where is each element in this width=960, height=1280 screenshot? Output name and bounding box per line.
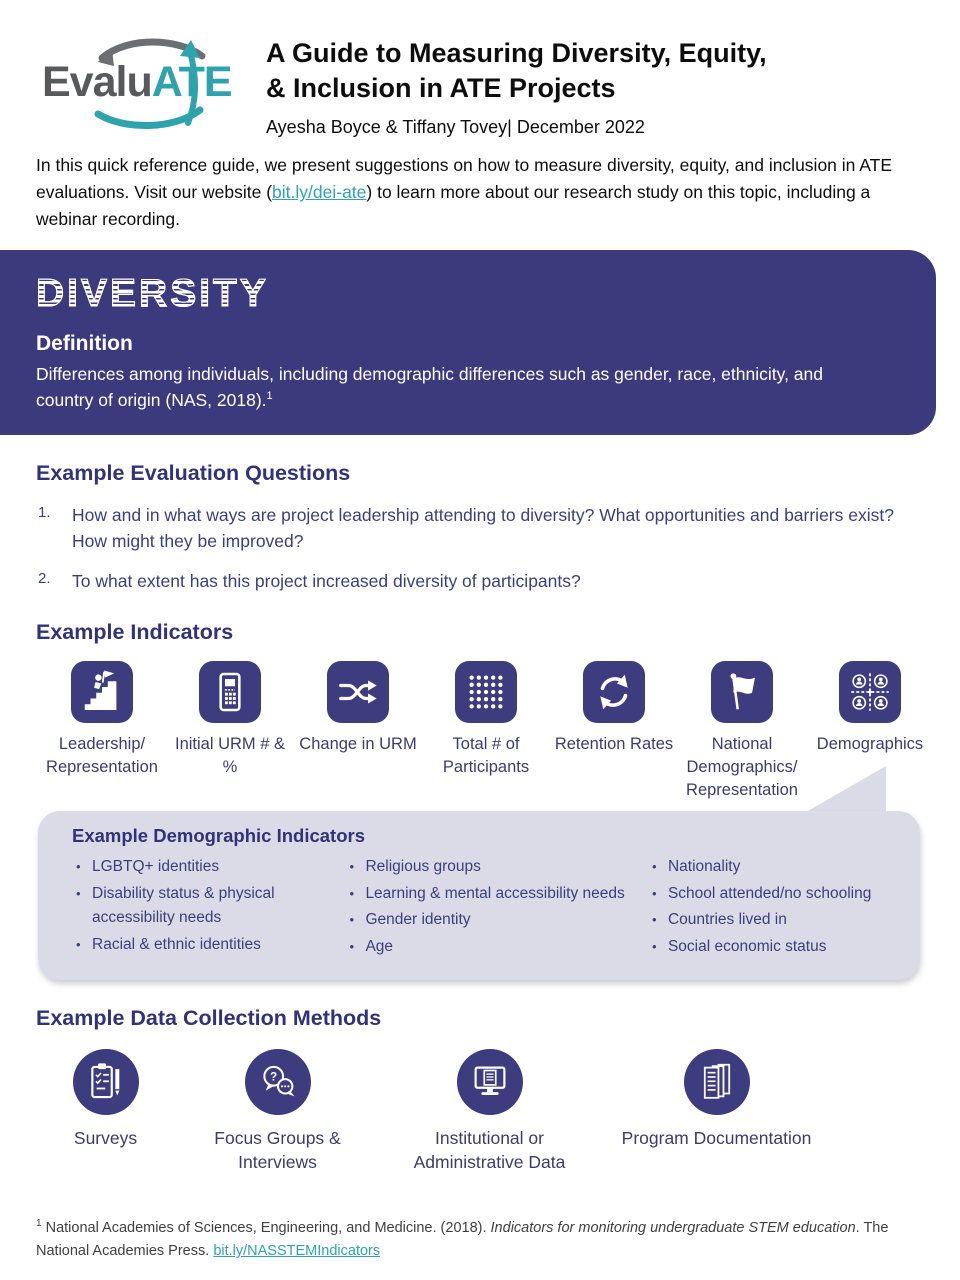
dei-ate-link[interactable]: bit.ly/dei-ate: [272, 182, 367, 203]
nas-stem-indicators-link[interactable]: bit.ly/NASSTEMIndicators: [213, 1243, 381, 1260]
definition-footnote-marker: 1: [266, 389, 273, 402]
indicator-initial-urm: [166, 661, 294, 811]
method-program-documentation: [619, 1049, 814, 1174]
method-surveys: [38, 1049, 173, 1174]
people-quadrant-icon: [839, 661, 901, 723]
demographic-item: • Age: [345, 935, 648, 960]
question-number: 2.: [38, 569, 51, 587]
footnote-text: National Academies of Sciences, Engineering, and Medicine. (2018).: [41, 1220, 491, 1237]
methods-row: [38, 1049, 960, 1174]
demographic-indicators-callout: [38, 811, 920, 980]
demographic-indicators-heading: Example Demographic Indicators: [72, 824, 366, 846]
method-focus-groups: [195, 1049, 360, 1174]
method-institutional-data: [382, 1049, 597, 1174]
methods-heading: Example Data Collection Methods: [36, 1006, 382, 1030]
method-label: Focus Groups & Interviews: [214, 1128, 341, 1172]
definition-text: [36, 361, 866, 414]
demographic-item: • Gender identity: [345, 908, 648, 933]
indicator-label: Total # of Participants: [442, 734, 530, 776]
intro-text-after-link: ) to learn more about our research study on this topic, including a webinar recording.: [36, 182, 871, 230]
calculator-icon: [199, 661, 261, 723]
demographic-item: • Racial & ethnic identities: [72, 933, 345, 958]
intro-text-before-link: In this quick reference guide, we present suggestions on how to measure diversity, equity, and inclusion in ATE evaluations. Visit our website (: [36, 155, 893, 203]
question-item: [38, 502, 920, 555]
header-titles: [266, 28, 767, 138]
document-title: [266, 36, 767, 106]
dots-grid-icon: [455, 661, 517, 723]
survey-clipboard-icon: [73, 1049, 139, 1115]
indicator-label: Retention Rates: [554, 734, 674, 753]
demographic-columns: [72, 855, 902, 962]
demographic-item: • Countries lived in: [648, 908, 902, 933]
indicator-change-urm: [294, 661, 422, 811]
question-number: 1.: [38, 504, 51, 522]
refresh-arrows-icon: [583, 661, 645, 723]
flag-icon: [711, 661, 773, 723]
page-header: [0, 0, 960, 138]
computer-data-icon: [457, 1049, 523, 1115]
svg-text:?: ?: [269, 1071, 277, 1084]
logo-wordmark: [42, 58, 232, 107]
speech-bubbles-icon: [245, 1049, 311, 1115]
demographic-item: • Religious groups: [345, 855, 648, 880]
indicator-national-demographics: [678, 661, 806, 811]
indicator-leadership: [38, 661, 166, 811]
logo-ate-text: ATE: [151, 58, 232, 106]
evaluate-logo: [40, 28, 240, 138]
document-title-line2: & Inclusion in ATE Projects: [266, 73, 616, 104]
method-label: Program Documentation: [621, 1128, 812, 1148]
question-text: How and in what ways are project leadership attending to diversity? What opportunities and barriers exist? How might they be improved?: [72, 505, 894, 552]
demographic-item: • School attended/no schooling: [648, 882, 902, 907]
intro-paragraph: [36, 152, 928, 233]
question-text: To what extent has this project increased diversity of participants?: [72, 570, 581, 591]
question-item: [38, 568, 920, 594]
documents-icon: [684, 1049, 750, 1115]
diversity-banner: [0, 250, 936, 436]
demographic-column: [72, 855, 345, 962]
callout-pointer: [806, 766, 886, 812]
footnote-marker: 1: [36, 1218, 42, 1230]
demographic-indicators-box: [38, 811, 920, 980]
demographic-item: • LGBTQ+ identities: [72, 855, 345, 880]
indicator-label: Change in URM: [299, 734, 417, 753]
footnote-italic-title: Indicators for monitoring undergraduate STEM education: [490, 1220, 856, 1237]
demographic-column: [648, 855, 902, 962]
indicators-row: [38, 661, 934, 811]
footnote: [36, 1216, 928, 1263]
method-label: Surveys: [73, 1128, 138, 1148]
method-label: Institutional or Administrative Data: [413, 1128, 566, 1172]
demographic-item: • Social economic status: [648, 935, 902, 960]
leadership-stairs-icon: [71, 661, 133, 723]
definition-heading: Definition: [36, 331, 133, 355]
footnote-text-after: . The National Academies Press.: [36, 1220, 889, 1260]
demographic-item: • Disability status & physical accessibility needs: [72, 882, 345, 932]
indicator-label: Initial URM # & %: [174, 734, 286, 776]
diversity-banner-title: DIVERSITY: [36, 271, 269, 315]
indicator-total-participants: [422, 661, 550, 811]
indicator-label: Leadership/ Representation: [46, 734, 158, 776]
demographic-column: [345, 855, 648, 962]
byline: Ayesha Boyce & Tiffany Tovey| December 2022: [266, 117, 645, 138]
indicator-label: Demographics: [816, 734, 924, 753]
indicator-label: National Demographics/ Representation: [686, 734, 798, 799]
definition-body: Differences among individuals, including demographic differences such as gender, race, ethnicity, and country of origin (NAS, 2018).: [36, 363, 823, 410]
indicator-retention: [550, 661, 678, 811]
demographic-item: • Nationality: [648, 855, 902, 880]
indicators-heading: Example Indicators: [36, 619, 234, 644]
evaluation-questions-list: [38, 502, 920, 594]
demographic-item: • Learning & mental accessibility needs: [345, 882, 648, 907]
document-title-line1: A Guide to Measuring Diversity, Equity,: [266, 38, 767, 68]
evaluation-questions-heading: Example Evaluation Questions: [36, 461, 351, 486]
logo-evalu-text: Evalu: [42, 58, 152, 106]
shuffle-arrows-icon: [327, 661, 389, 723]
